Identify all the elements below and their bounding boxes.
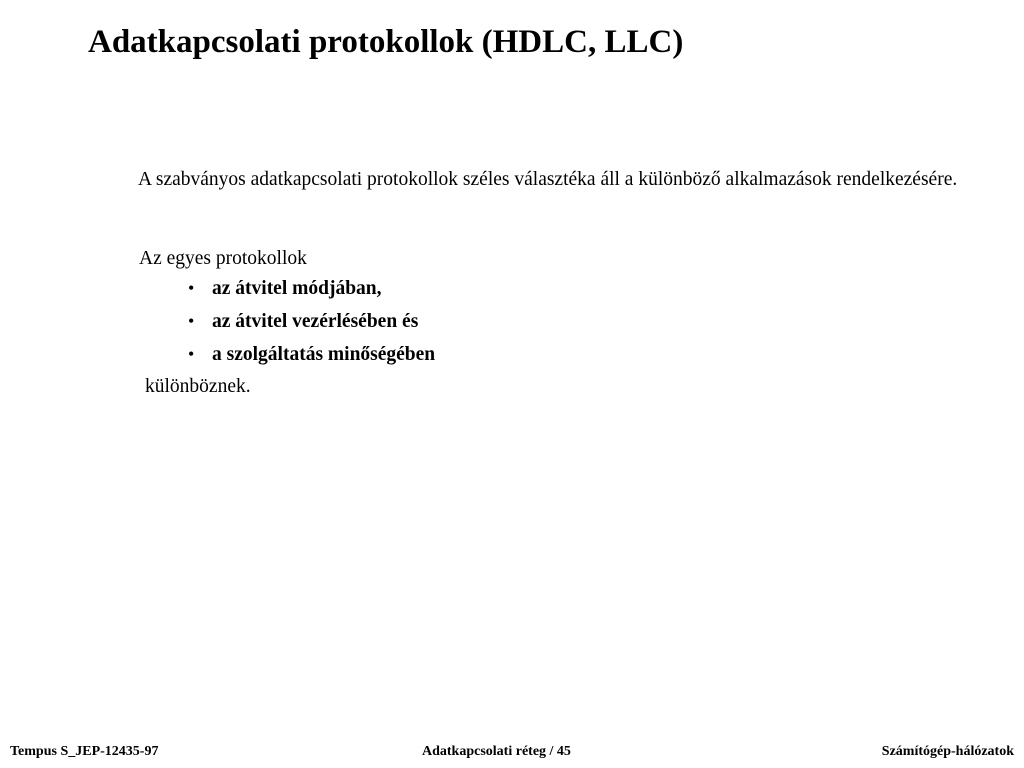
bullet-icon: • (188, 278, 195, 298)
footer-page-number: Adatkapcsolati réteg / 45 (422, 744, 571, 759)
bullet-text: az átvitel módjában, (212, 278, 382, 299)
lead-text: Az egyes protokollok (139, 248, 307, 269)
bullet-item (188, 311, 435, 344)
footer-course-name: Számítógép-hálózatok (881, 744, 1014, 759)
bullet-item (188, 278, 435, 311)
bullet-icon: • (188, 311, 195, 331)
slide-title: Adatkapcsolati protokollok (HDLC, LLC) (88, 24, 684, 60)
bullet-item (188, 344, 435, 377)
bullet-icon: • (188, 344, 195, 364)
bullet-text: a szolgáltatás minőségében (212, 344, 436, 365)
bullet-list (188, 278, 435, 377)
footer-project-id: Tempus S_JEP-12435-97 (10, 744, 159, 759)
closing-text: különböznek. (145, 376, 251, 397)
bullet-text: az átvitel vezérlésében és (212, 311, 419, 332)
intro-paragraph: A szabványos adatkapcsolati protokollok széles választéka áll a különböző alkalmazások rendelkezésére. (138, 169, 958, 190)
